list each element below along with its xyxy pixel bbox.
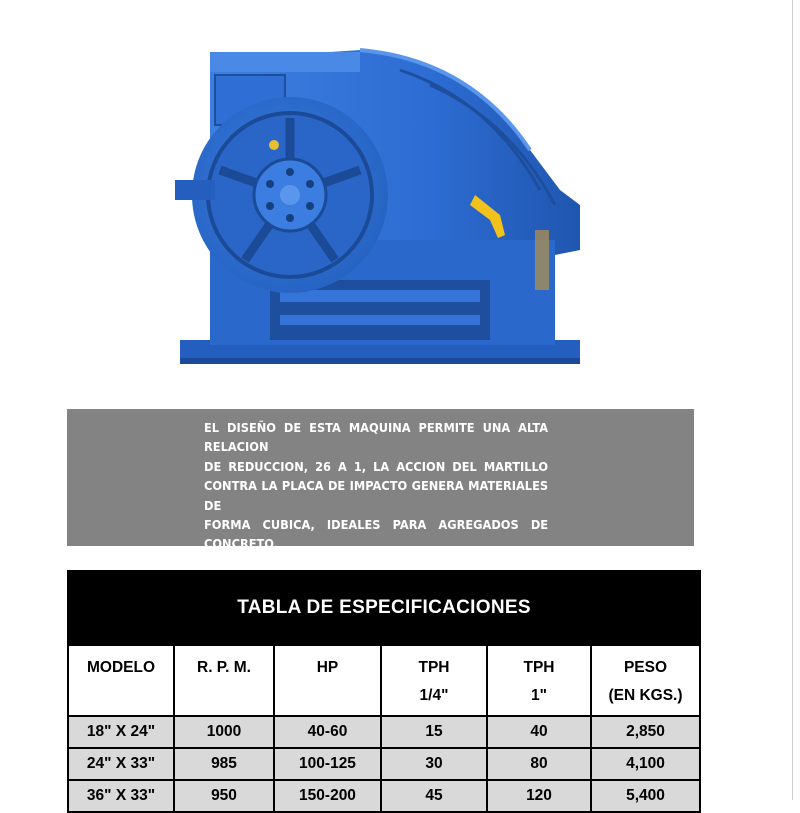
table-cell: 120 xyxy=(487,780,591,812)
column-header-hp: HP xyxy=(274,645,381,716)
table-cell: 15 xyxy=(381,716,487,748)
table-cell: 985 xyxy=(174,748,274,780)
table-cell: 4,100 xyxy=(591,748,700,780)
table-cell: 100-125 xyxy=(274,748,381,780)
table-title: TABLA DE ESPECIFICACIONES xyxy=(68,571,700,645)
hammer-mill-machine-image xyxy=(170,40,600,375)
table-row xyxy=(68,780,700,812)
table-cell: 150-200 xyxy=(274,780,381,812)
description-line: FORMA CUBICA, IDEALES PARA AGREGADOS DE CONCRETO, xyxy=(204,517,549,552)
page-edge-rule xyxy=(792,0,793,800)
description-line: CONTROLANDO LA MEDIDA POR MEDIO DE LA xyxy=(204,555,549,571)
machine-description xyxy=(204,418,548,593)
table-cell: 24" X 33" xyxy=(68,748,174,780)
column-header-modelo: MODELO xyxy=(68,645,174,716)
table-row xyxy=(68,716,700,748)
table-cell: 40-60 xyxy=(274,716,381,748)
table-cell: 18" X 24" xyxy=(68,716,174,748)
column-header-rpm: R. P. M. xyxy=(174,645,274,716)
table-cell: 40 xyxy=(487,716,591,748)
table-cell: 45 xyxy=(381,780,487,812)
table-cell: 950 xyxy=(174,780,274,812)
description-line: DE REDUCCION, 26 A 1, LA ACCION DEL MARTILLO xyxy=(204,458,549,474)
table-cell: 1000 xyxy=(174,716,274,748)
table-cell: 2,850 xyxy=(591,716,700,748)
description-line: EL DISEÑO DE ESTA MAQUINA PERMITE UNA ALTA RELACION xyxy=(204,420,549,455)
description-line: CONTRA LA PLACA DE IMPACTO GENERA MATERIALES DE xyxy=(204,478,549,513)
table-cell: 36" X 33" xyxy=(68,780,174,812)
table-cell: 80 xyxy=(487,748,591,780)
column-header-tph-quarter: TPH 1/4" xyxy=(381,645,487,716)
table-row xyxy=(68,748,700,780)
table-cell: 30 xyxy=(381,748,487,780)
column-header-tph-one: TPH 1" xyxy=(487,645,591,716)
specifications-table xyxy=(67,570,701,813)
table-title-row xyxy=(68,571,700,645)
table-cell: 5,400 xyxy=(591,780,700,812)
table-header-row xyxy=(68,645,700,716)
column-header-peso: PESO (EN KGS.) xyxy=(591,645,700,716)
